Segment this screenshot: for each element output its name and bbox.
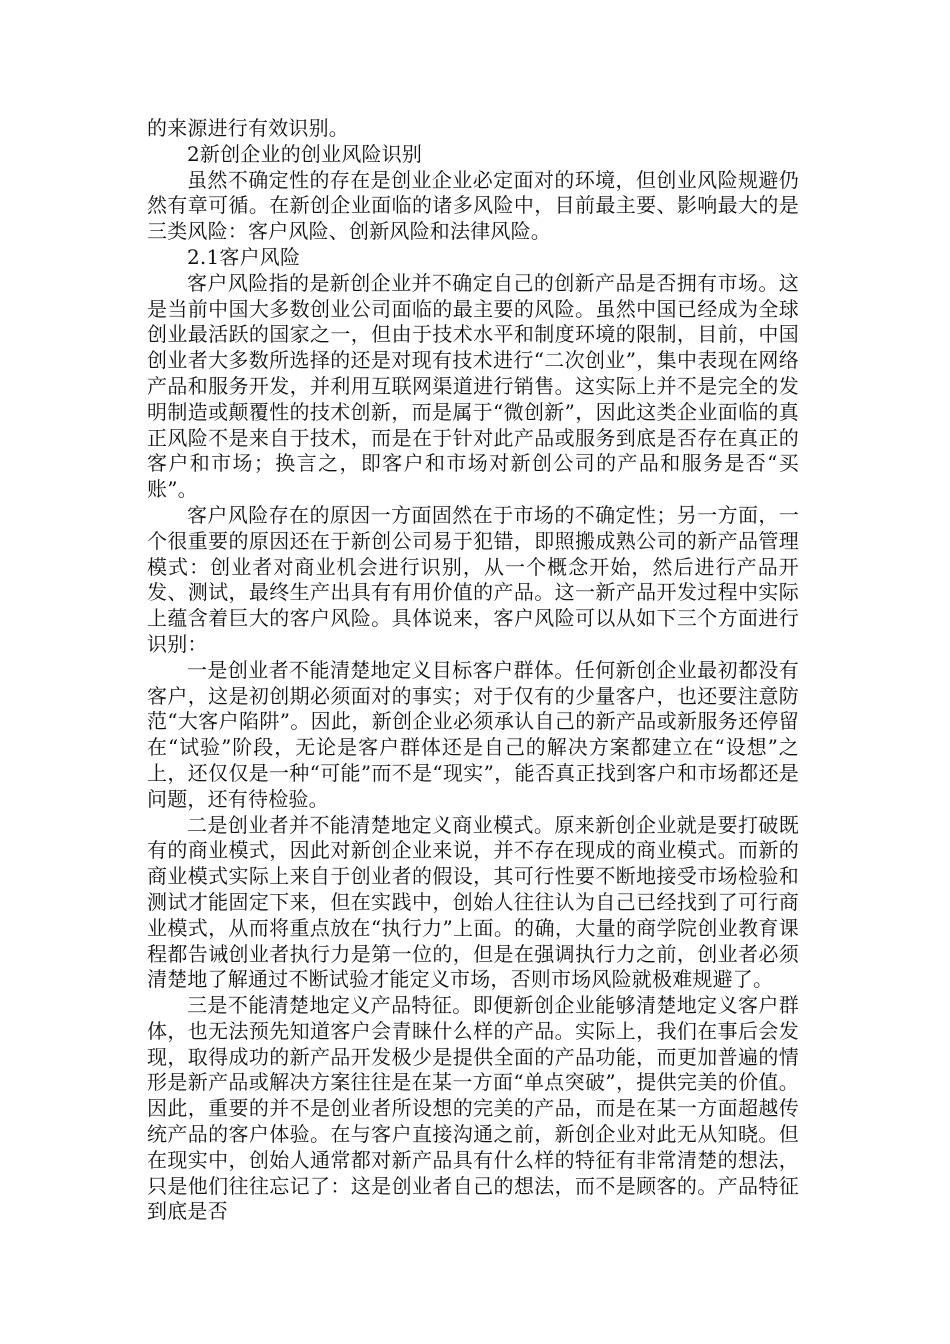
paragraph-customer-risk-causes: 客户风险存在的原因一方面固然在于市场的不确定性；另一方面，一个很重要的原因还在于新创公司易于犯错，即照搬成熟公司的新产品管理模式：创业者对商业机会进行识别，从一个概念开始，然后进行产品开发、测试，最终生产出具有有用价值的产品。这一新产品开发过程中实际上蕴含着巨大的客户风险。具体说来，客户风险可以从如下三个方面进行识别：	[147, 502, 799, 656]
paragraph-customer-risk-definition: 客户风险指的是新创企业并不确定自己的创新产品是否拥有市场。这是当前中国大多数创业公司面临的最主要的风险。虽然中国已经成为全球创业最活跃的国家之一，但由于技术水平和制度环境的限制，目前，中国创业者大多数所选择的还是对现有技术进行“二次创业”，集中表现在网络产品和服务开发，并利用互联网渠道进行销售。这实际上并不是完全的发明制造或颠覆性的技术创新，而是属于“微创新”，因此这类企业面临的真正风险不是来自于技术，而是在于针对此产品或服务到底是否存在真正的客户和市场；换言之，即客户和市场对新创公司的产品和服务是否“买账”。	[147, 270, 799, 502]
section-heading-2: 2新创企业的创业风险识别	[187, 141, 423, 166]
paragraph-point-three: 三是不能清楚地定义产品特征。即便新创企业能够清楚地定义客户群体，也无法预先知道客户会青睐什么样的产品。实际上，我们在事后会发现，取得成功的新产品开发极少是提供全面的产品功能，而更加普遍的情形是新产品或解决方案往往是在某一方面“单点突破”，提供完美的价值。因此，重要的并不是创业者所设想的完美的产品，而是在某一方面超越传统产品的客户体验。在与客户直接沟通之前，新创企业对此无从知晓。但在现实中，创始人通常都对新产品具有什么样的特征有非常清楚的想法，只是他们往往忘记了：这是创业者自己的想法，而不是顾客的。产品特征到底是否	[147, 993, 799, 1224]
paragraph-point-one: 一是创业者不能清楚地定义目标客户群体。任何新创企业最初都没有客户，这是初创期必须面对的事实；对于仅有的少量客户，也还要注意防范“大客户陷阱”。因此，新创企业必须承认自己的新产品或新服务还停留在“试验”阶段，无论是客户群体还是自己的解决方案都建立在“设想”之上，还仅仅是一种“可能”而不是“现实”，能否真正找到客户和市场都还是问题，还有待检验。	[147, 657, 799, 811]
section-heading-2-1: 2.1客户风险	[187, 244, 301, 269]
paragraph-continuation: 的来源进行有效识别。	[147, 116, 349, 140]
paragraph-point-two: 二是创业者并不能清楚地定义商业模式。原来新创企业就是要打破既有的商业模式，因此对新创企业来说，并不存在现成的商业模式。而新的商业模式实际上来自于创业者的假设，其可行性要不断地接受市场检验和测试才能固定下来，但在实践中，创始人往往认为自己已经找到了可行商业模式，从而将重点放在“执行力”上面。的确，大量的商学院创业教育课程都告诫创业者执行力是第一位的，但是在强调执行力之前，创业者必须清楚地了解通过不断试验才能定义市场，否则市场风险就极难规避了。	[147, 812, 799, 992]
paragraph-intro: 虽然不确定性的存在是创业企业必定面对的环境，但创业风险规避仍然有章可循。在新创企业面临的诸多风险中，目前最主要、影响最大的是三类风险：客户风险、创新风险和法律风险。	[147, 167, 799, 244]
document-page	[147, 116, 799, 1225]
